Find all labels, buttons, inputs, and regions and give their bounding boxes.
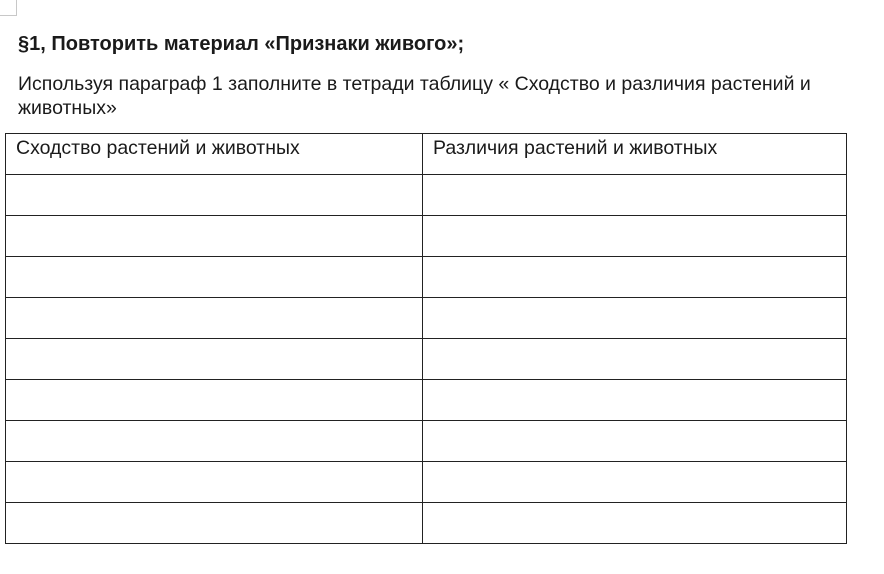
similarities-cell (6, 298, 423, 339)
differences-cell (423, 462, 847, 503)
similarities-cell (6, 503, 423, 544)
instruction-line-2: животных» (18, 97, 117, 119)
differences-cell (423, 298, 847, 339)
table-row (6, 339, 847, 380)
assignment-heading: §1, Повторить материал «Признаки живого»; (18, 33, 465, 55)
assignment-instruction (18, 72, 884, 120)
differences-cell (423, 257, 847, 298)
similarities-cell (6, 380, 423, 421)
instruction-line-1: Используя параграф 1 заполните в тетради таблицу « Сходство и различия растений и (18, 73, 811, 95)
table-row (6, 462, 847, 503)
similarities-cell (6, 421, 423, 462)
table-header-row (6, 134, 847, 175)
differences-cell (423, 503, 847, 544)
table-row (6, 421, 847, 462)
table-row (6, 175, 847, 216)
comparison-table (5, 133, 847, 544)
differences-cell (423, 175, 847, 216)
differences-cell (423, 216, 847, 257)
table-row (6, 380, 847, 421)
similarities-cell (6, 175, 423, 216)
page-corner-mark (0, 0, 17, 16)
column-header-differences: Различия растений и животных (423, 134, 847, 175)
table-row (6, 298, 847, 339)
differences-cell (423, 339, 847, 380)
differences-cell (423, 421, 847, 462)
similarities-cell (6, 216, 423, 257)
similarities-cell (6, 339, 423, 380)
table-body (6, 175, 847, 544)
table-row (6, 503, 847, 544)
similarities-cell (6, 257, 423, 298)
column-header-similarities: Сходство растений и животных (6, 134, 423, 175)
table-row (6, 257, 847, 298)
table-row (6, 216, 847, 257)
differences-cell (423, 380, 847, 421)
similarities-cell (6, 462, 423, 503)
